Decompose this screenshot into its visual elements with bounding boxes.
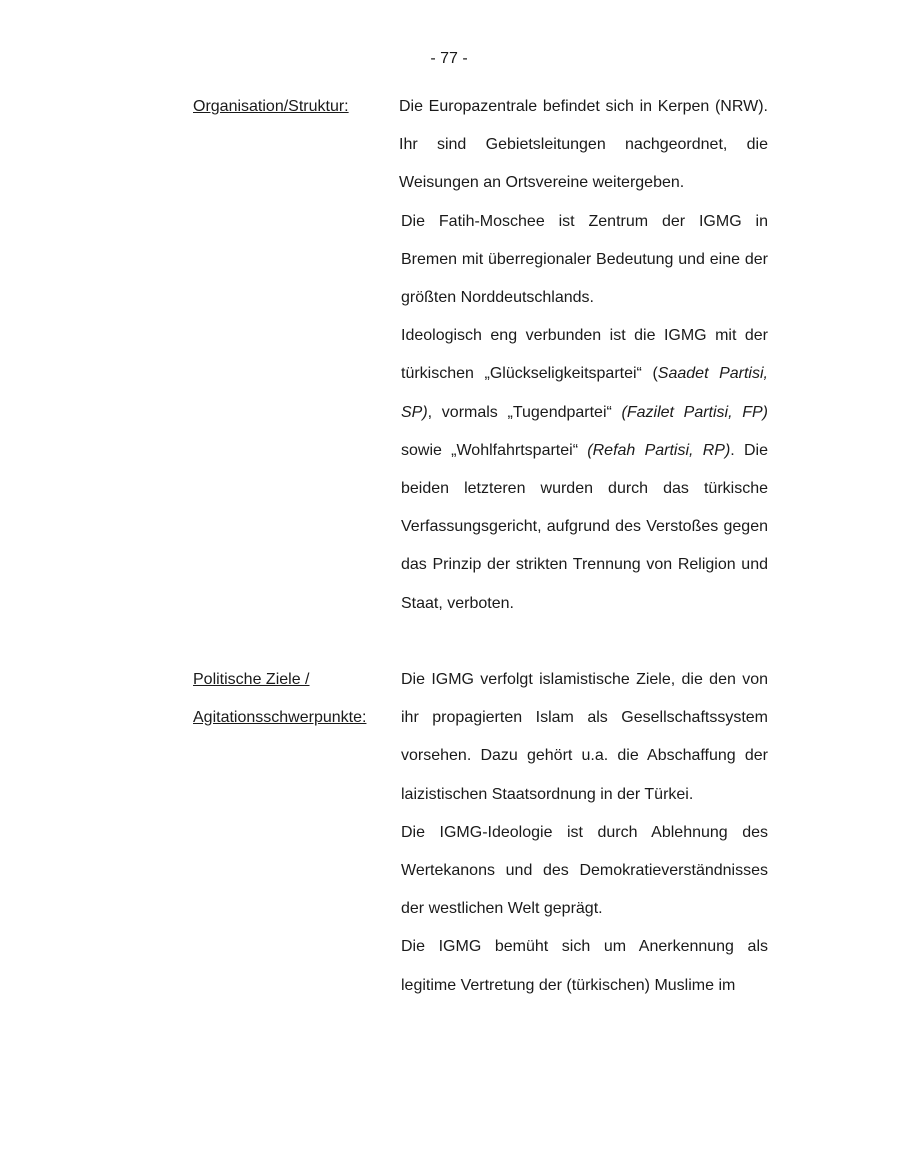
paragraph: Die IGMG-Ideologie ist durch Ablehnung des Wertekanons und des Demokratieverständnisses der westlichen Welt geprägt. — [401, 823, 768, 918]
text-run: Ideologisch eng verbunden ist die IGMG mit der türkischen „Glückseligkeitspartei“ ( — [401, 327, 768, 383]
paragraph: Die Europazentrale befindet sich in Kerpen (NRW). Ihr sind Gebietsleitungen nachgeordnet, die Weisungen an Ortsvereine weitergeben. — [399, 98, 768, 192]
section-organisation-body — [399, 88, 768, 623]
paragraph: Die IGMG bemüht sich um Anerkennung als legitime Vertretung der (türkischen) Muslime im — [401, 938, 768, 994]
italic-run: (Refah Partisi, RP) — [587, 441, 731, 459]
paragraph — [399, 317, 768, 623]
italic-run: (Fazilet Partisi, FP) — [621, 403, 768, 421]
italic-run: Saadet Partisi, SP) — [401, 365, 768, 421]
paragraph: Die Fatih-Moschee ist Zentrum der IGMG in Bremen mit überregionaler Bedeutung und eine der größten Norddeutschlands. — [401, 212, 768, 307]
text-run: . Die beiden letzteren wurden durch das türkische Verfassungsgericht, aufgrund des Verstoßes gegen das Prinzip der strikten Trennung von Religion und Staat, verboten. — [401, 441, 768, 612]
text-run: , vormals „Tugendpartei“ — [427, 403, 622, 421]
section-label-politische-ziele: Politische Ziele / — [193, 671, 310, 688]
section-politische-ziele-body — [399, 661, 768, 1005]
paragraph: Die IGMG verfolgt islamistische Ziele, die den von ihr propagierten Islam als Gesellschaftssystem vorsehen. Dazu gehört u.a. die Abschaffung der laizistischen Staatsordnung in der Türkei. — [401, 671, 768, 803]
text-run: sowie „Wohlfahrtspartei“ — [401, 441, 588, 459]
section-label-agitationsschwerpunkte: Agitationsschwerpunkte: — [193, 709, 367, 726]
section-label-organisation: Organisation/Struktur: — [193, 98, 349, 115]
page-number: - 77 - — [430, 50, 468, 67]
